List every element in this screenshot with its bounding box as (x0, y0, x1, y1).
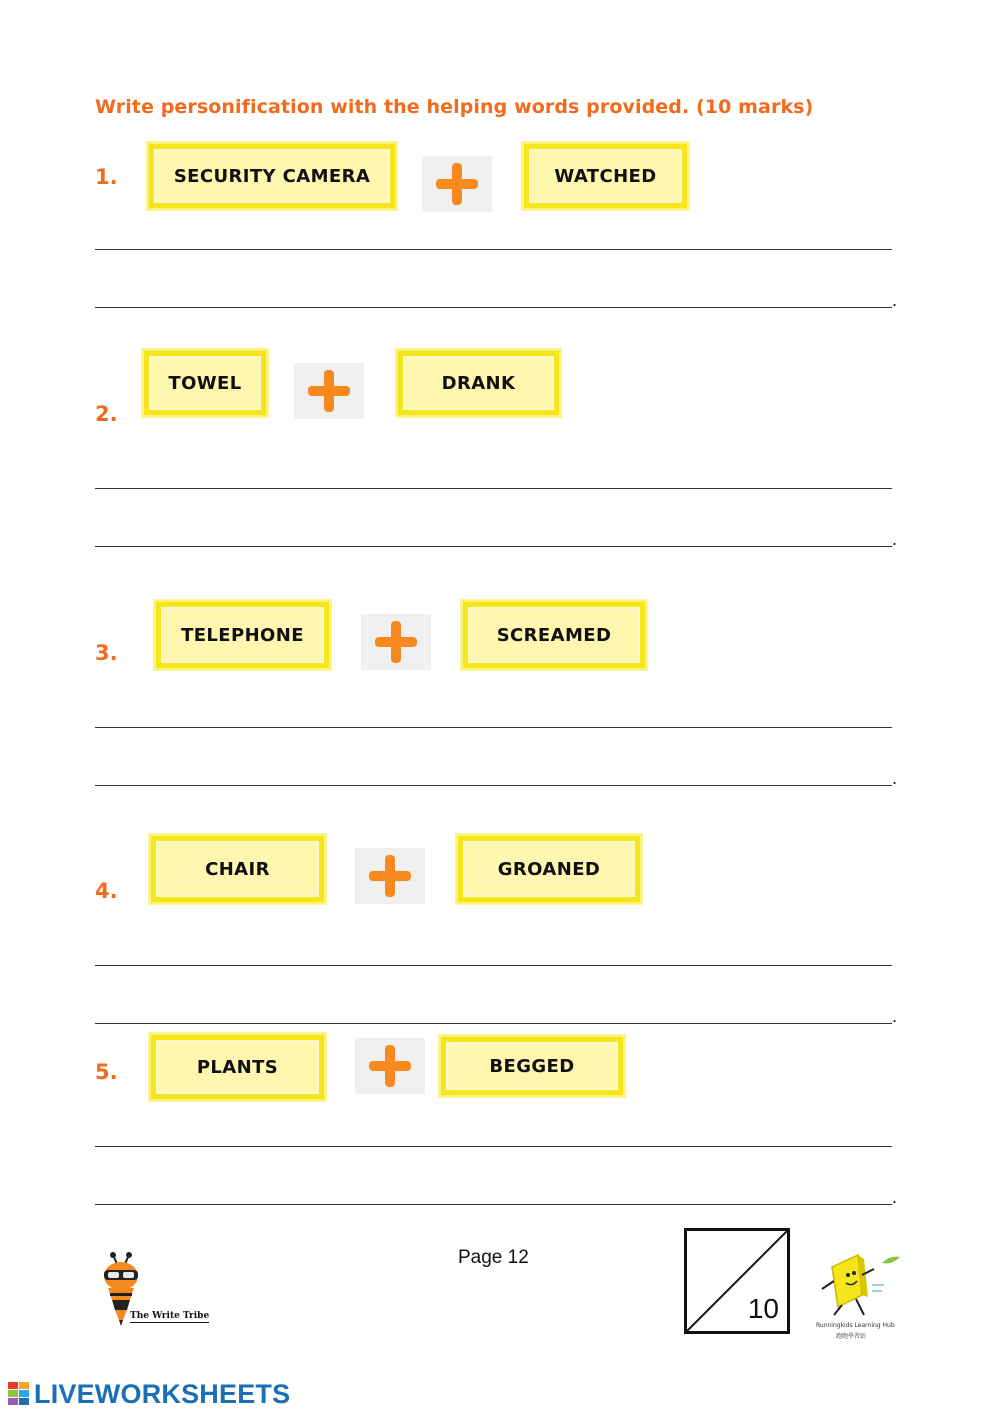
answer-line[interactable] (95, 785, 892, 786)
plus-icon (355, 1038, 425, 1094)
word-box-subject: TOWEL (143, 350, 267, 416)
instruction-heading: Write personification with the helping words provided. (10 marks) (95, 96, 814, 118)
question-number: 5. (95, 1060, 118, 1084)
word-box-subject: SECURITY CAMERA (148, 143, 396, 209)
line-end-period: . (892, 291, 898, 310)
word-box-subject: TELEPHONE (155, 601, 330, 669)
score-box[interactable] (684, 1228, 790, 1334)
word-box-subject: PLANTS (150, 1034, 325, 1100)
plus-icon (422, 156, 492, 212)
word-box-verb: BEGGED (440, 1036, 624, 1096)
answer-line[interactable] (95, 1146, 892, 1147)
score-total: 10 (747, 1293, 779, 1324)
liveworksheets-branding[interactable] (8, 1380, 290, 1408)
word-box-verb: SCREAMED (462, 601, 646, 669)
line-end-period: . (892, 1188, 898, 1207)
plus-icon (355, 848, 425, 904)
question-number: 4. (95, 879, 118, 903)
runningkids-logo-text-chinese: 跑跑學習站 (836, 1333, 867, 1340)
answer-line[interactable] (95, 249, 892, 250)
page-number: Page 12 (458, 1247, 529, 1268)
runningkids-logo-text: Runningkids Learning Hub (816, 1322, 895, 1329)
answer-line[interactable] (95, 1204, 892, 1205)
answer-line[interactable] (95, 307, 892, 308)
answer-line[interactable] (95, 488, 892, 489)
line-end-period: . (892, 769, 898, 788)
answer-line[interactable] (95, 546, 892, 547)
write-tribe-logo-text: The Write Tribe (130, 1311, 210, 1321)
question-number: 2. (95, 402, 118, 426)
question-number: 3. (95, 641, 118, 665)
line-end-period: . (892, 1007, 898, 1026)
running-book-logo (812, 1245, 907, 1320)
plus-icon (361, 614, 431, 670)
word-box-verb: GROANED (457, 835, 641, 903)
liveworksheets-wordmark: LIVEWORKSHEETS (34, 1378, 291, 1409)
word-box-verb: DRANK (397, 350, 560, 416)
answer-line[interactable] (95, 965, 892, 966)
word-box-verb: WATCHED (523, 143, 688, 209)
plus-icon (294, 363, 364, 419)
answer-line[interactable] (95, 1023, 892, 1024)
liveworksheets-icon (8, 1382, 30, 1406)
word-box-subject: CHAIR (150, 835, 325, 903)
line-end-period: . (892, 530, 898, 549)
answer-line[interactable] (95, 727, 892, 728)
question-number: 1. (95, 165, 118, 189)
